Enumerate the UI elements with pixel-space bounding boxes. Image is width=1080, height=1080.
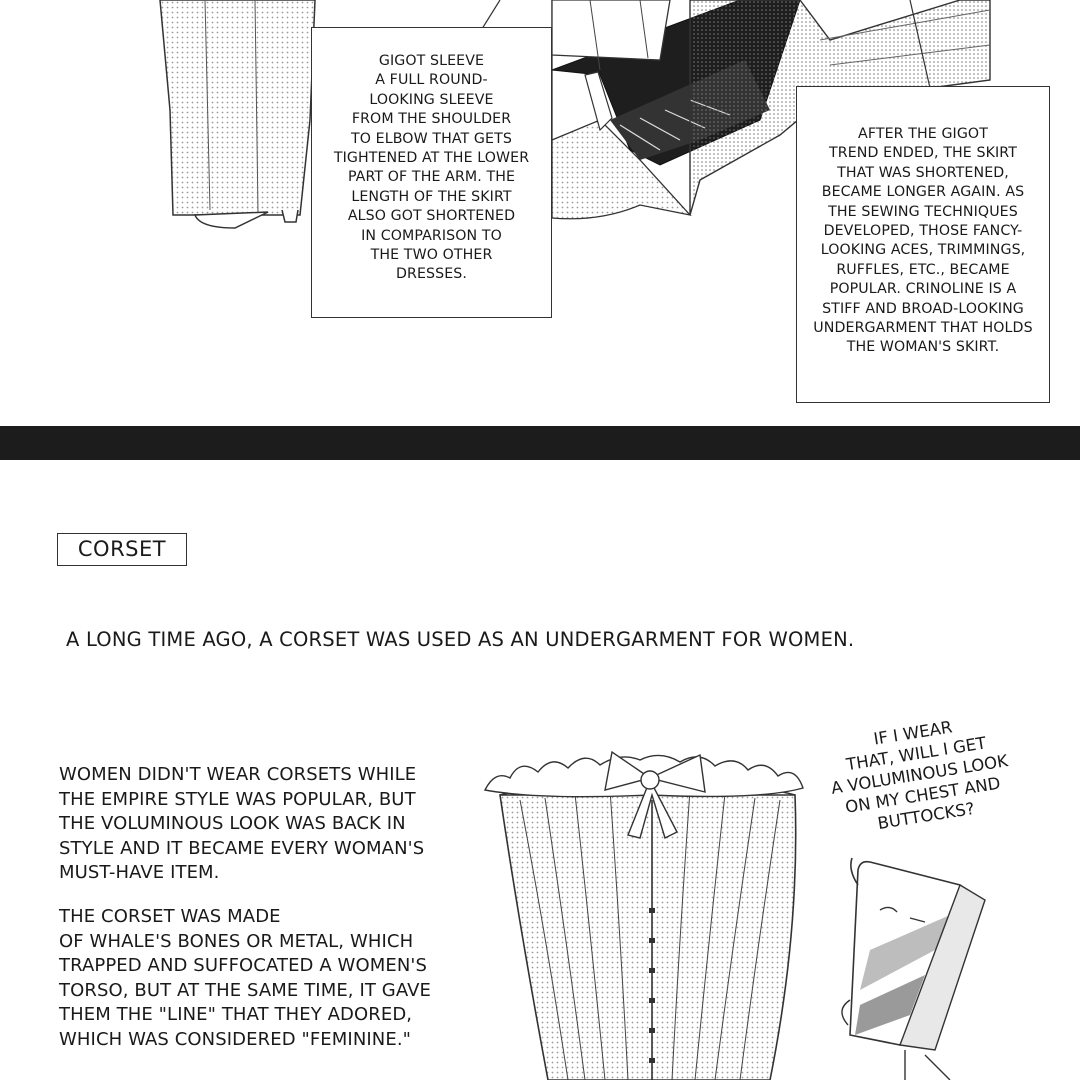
skirt-caption-text: AFTER THE GIGOT TREND ENDED, THE SKIRT THAT WAS SHORTENED, BECAME LONGER AGAIN. AS THE SEWING TECHNIQUES DEVELOPED, THOSE FANCY- LOOKING ACES, TRIMMINGS, RUFFLES, ETC., BECAME POPULAR. CRINOLINE IS A STIFF AND BROAD-LOOKING UNDERGARMENT THAT HOLDS THE WOMAN'S SKIRT. <box>813 126 1033 356</box>
section-label-corset: CORSET <box>57 533 187 566</box>
gigot-caption-text: GIGOT SLEEVE A FULL ROUND- LOOKING SLEEVE FROM THE SHOULDER TO ELBOW THAT GETS TIGHTENED AT THE LOWER PART OF THE ARM. THE LENGTH OF THE SKIRT ALSO GOT SHORTENED IN COMPARISON TO THE TWO OTHER DRESSES. <box>333 53 530 283</box>
panel-divider <box>0 426 1080 460</box>
intro-sentence: A LONG TIME AGO, A CORSET WAS USED AS AN UNDERGARMENT FOR WOMEN. <box>66 628 855 651</box>
paragraph-corset-material: THE CORSET WAS MADE OF WHALE'S BONES OR METAL, WHICH TRAPPED AND SUFFOCATED A WOMEN'S TORSO, BUT AT THE SAME TIME, IT GAVE THEM THE "LINE" THAT THEY ADORED, WHICH WAS CONSIDERED "FEMININE." <box>59 906 431 1050</box>
gigot-sleeve-caption <box>311 27 552 318</box>
skirt-trend-caption <box>796 86 1050 403</box>
speech-bubble-text: IF I WEAR THAT, WILL I GET A VOLUMINOUS LOOK ON MY CHEST AND BUTTOCKS? <box>829 717 1010 834</box>
paragraph-empire-style: WOMEN DIDN'T WEAR CORSETS WHILE THE EMPIRE STYLE WAS POPULAR, BUT THE VOLUMINOUS LOOK WAS BACK IN STYLE AND IT BECAME EVERY WOMAN'S MUST-HAVE ITEM. <box>59 764 425 883</box>
bottom-manga-panel <box>0 460 1080 1080</box>
top-manga-panel <box>0 0 1080 426</box>
